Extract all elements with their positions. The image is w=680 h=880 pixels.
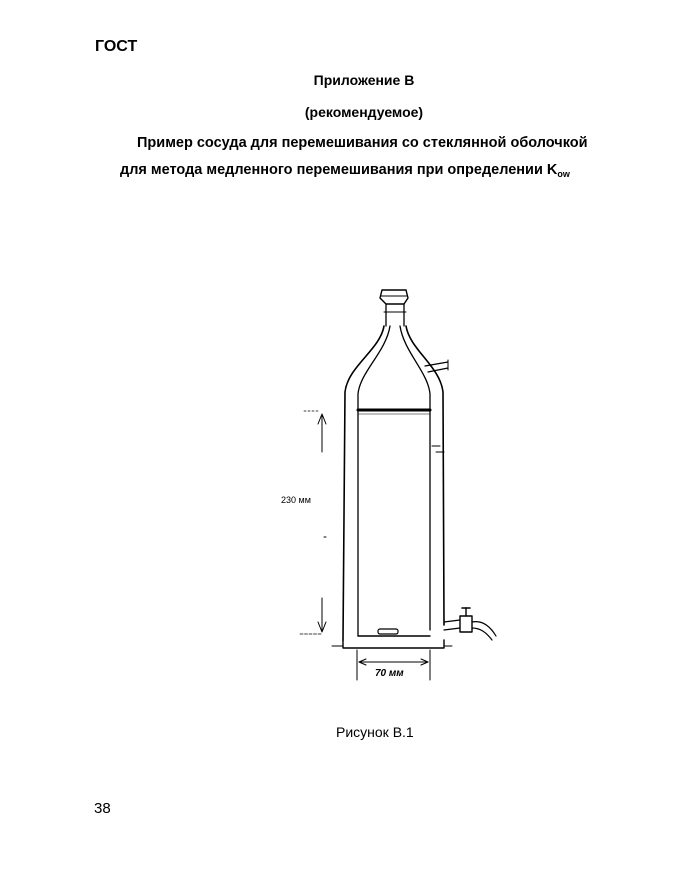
page-number: 38 [94,800,111,817]
outer-jacket-left [343,326,384,640]
inner-vessel-left [358,326,390,636]
appendix-title: Приложение В [313,72,415,88]
stopper [380,290,408,304]
figure-title-line-2 [120,162,570,179]
vessel-drawing [280,280,510,690]
figure-caption: Рисунок В.1 [336,724,414,740]
inner-vessel-right [400,326,430,630]
stopcock [460,616,472,632]
outer-jacket-right [406,326,444,625]
figure-title-line-1: Пример сосуда для перемешивания со стеклянной оболочкой [137,135,588,151]
figure-title-subscript: ow [557,169,570,179]
figure-title-line-2-text: для метода медленного перемешивания при определении K [120,162,558,178]
width-label: 70 мм [375,668,404,679]
stir-bar [378,629,398,634]
lower-outlet [444,620,460,630]
height-label: 230 мм [281,495,311,505]
outlet-tube [472,622,496,640]
appendix-status: (рекомендуемое) [304,104,424,120]
document-code: ГОСТ [95,38,138,55]
vessel-neck [386,304,404,326]
vessel-bottom [343,636,444,648]
